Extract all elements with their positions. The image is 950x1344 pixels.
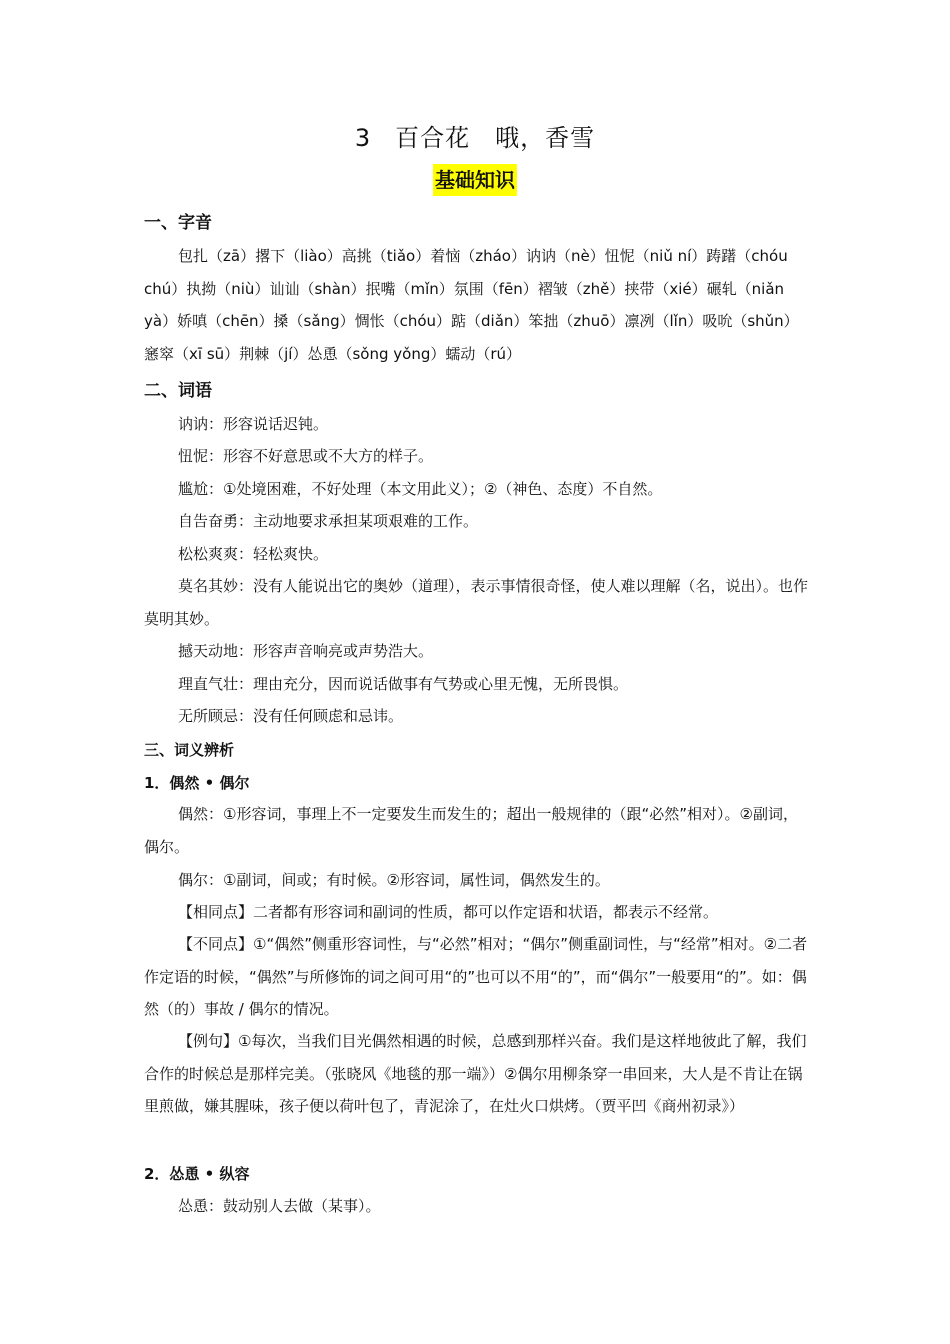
vocab-item: 无所顾忌：没有任何顾虑和忌讳。 xyxy=(178,707,404,725)
vocab-item: 尴尬：①处境困难，不好处理（本文用此义）；②（神色、态度）不自然。 xyxy=(178,480,663,498)
example-sentences: 【例句】①每次，当我们目光偶然相遇的时候，总感到那样兴奋。我们是这样地彼此了解，我们合作的时候总是那样完美。（张晓风《地毯的那一端》）②偶尔用柳条穿一串回来，大人是不肯让在锅里煎做，嫌其腥味，孩子便以荷叶包了，青泥涂了，在灶火口烘烤。（贾平凹《商州初录》） xyxy=(144,1032,807,1115)
subtitle-row xyxy=(0,164,950,196)
heading-word-analysis: 三、词义辨析 xyxy=(144,741,235,759)
vocab-item: 松松爽爽：轻松爽快。 xyxy=(178,545,329,563)
subheading-songyong-zongrong: 2．怂恿 • 纵容 xyxy=(144,1165,250,1183)
vocab-item: 忸怩：形容不好意思或不大方的样子。 xyxy=(178,447,434,465)
vocab-item: 莫名其妙：没有人能说出它的奥妙（道理），表示事情很奇怪，使人难以理解（名，说出）。也作莫明其妙。 xyxy=(144,577,809,628)
pronunciation-paragraph: 包扎（zā）撂下（liào）高挑（tiǎo）着恼（zháo）讷讷（nè）忸怩（niǔ ní）踌躇（chóu chú）执拗（niù）讪讪（shàn）抿嘴（mǐn）氛围（fēn）褶皱（zhě）挟带（xié）碾轧（niǎn yà）娇嗔（chēn）搡（sǎng）惆怅（chóu）踮（diǎn）笨拙（zhuō）凛冽（lǐn）吸吮（shǔn）窸窣（xī sū）荆棘（jí）怂恿（sǒng yǒng）蠕动（rú） xyxy=(144,247,799,363)
definition-songyong: 怂恿：鼓动别人去做（某事）。 xyxy=(178,1197,381,1215)
vocab-item: 自告奋勇：主动地要求承担某项艰难的工作。 xyxy=(178,512,479,530)
section-subtitle-highlight: 基础知识 xyxy=(433,164,517,196)
lesson-title: 百合花 哦，香雪 xyxy=(395,124,596,152)
similarity-note: 【相同点】二者都有形容词和副词的性质，都可以作定语和状语，都表示不经常。 xyxy=(178,903,719,921)
lesson-number: 3 xyxy=(354,124,372,152)
vocab-item: 讷讷：形容说话迟钝。 xyxy=(178,415,329,433)
definition-ouran: 偶然：①形容词，事理上不一定要发生而发生的；超出一般规律的（跟“必然”相对）。②副词，偶尔。 xyxy=(144,805,798,856)
subheading-ouran-ouer: 1．偶然 • 偶尔 xyxy=(144,774,250,792)
definition-ouer: 偶尔：①副词，间或；有时候。②形容词，属性词，偶然发生的。 xyxy=(178,871,610,889)
page-title xyxy=(0,118,950,153)
vocab-item: 理直气壮：理由充分，因而说话做事有气势或心里无愧，无所畏惧。 xyxy=(178,675,629,693)
difference-note: 【不同点】①“偶然”侧重形容词性，与“必然”相对；“偶尔”侧重副词性，与“经常”相对。②二者作定语的时候，“偶然”与所修饰的词之间可用“的”也可以不用“的”，而“偶尔”一般要用“的”。如：偶然（的）事故 / 偶尔的情况。 xyxy=(144,935,808,1018)
vocab-item: 撼天动地：形容声音响亮或声势浩大。 xyxy=(178,642,434,660)
heading-pronunciation: 一、字音 xyxy=(144,213,212,233)
heading-vocabulary: 二、词语 xyxy=(144,381,212,401)
